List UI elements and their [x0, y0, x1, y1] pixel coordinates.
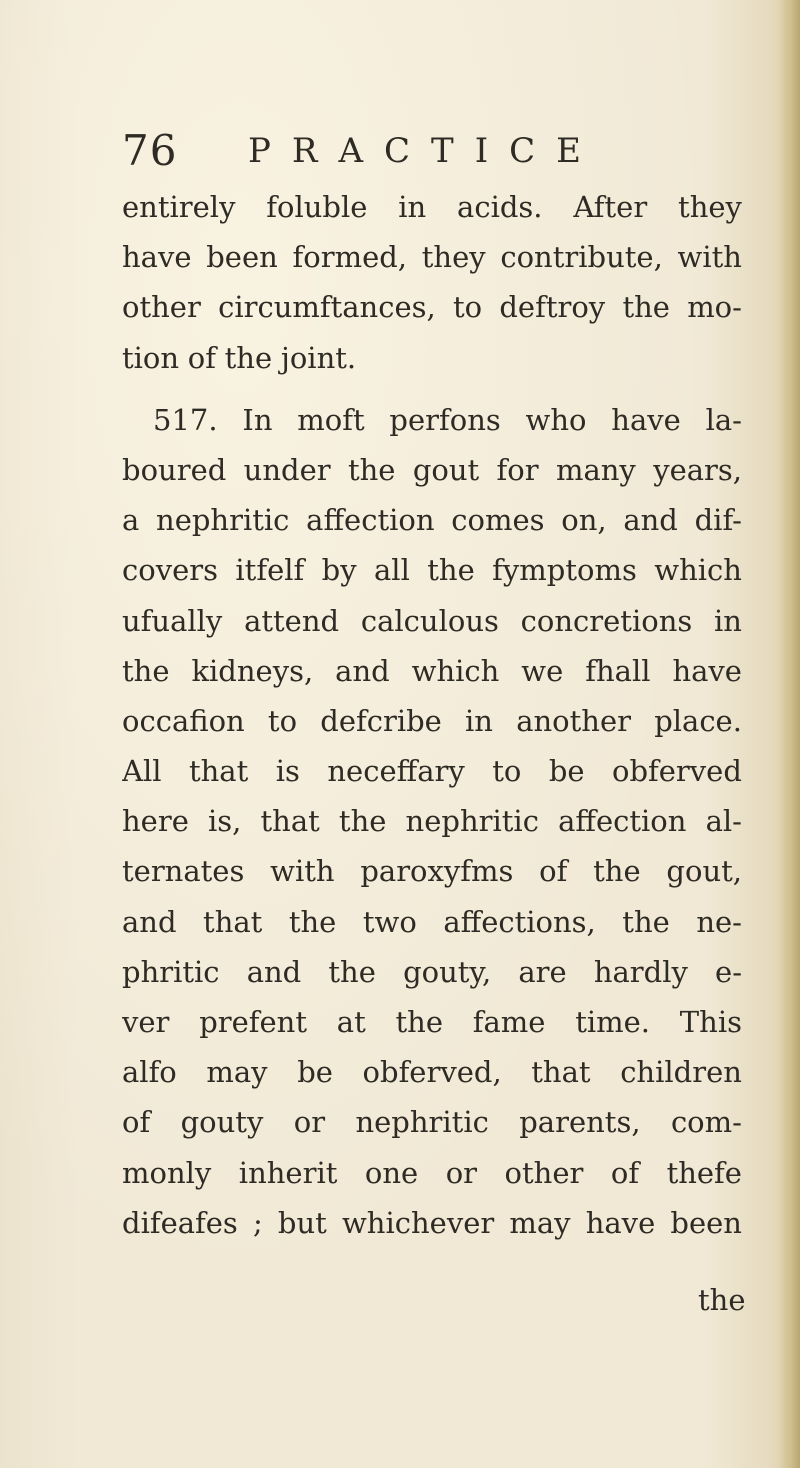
word: by [321, 553, 357, 588]
page-edge-shadow [778, 0, 800, 1468]
word: time. [575, 1005, 651, 1039]
word: ufually [122, 603, 223, 638]
word: is, [208, 804, 242, 839]
word: we [521, 653, 564, 688]
text-line [122, 997, 742, 1047]
word: affections, [443, 904, 596, 939]
word: gouty [180, 1105, 264, 1140]
text-line [122, 596, 742, 646]
word: been [670, 1205, 742, 1240]
word: fymptoms [492, 553, 637, 588]
word: one [364, 1155, 419, 1190]
word: In [242, 402, 273, 437]
word: who [525, 402, 587, 437]
word: fame [472, 1005, 546, 1039]
word: After [573, 190, 648, 224]
text-line [122, 333, 742, 383]
word: la- [705, 402, 742, 437]
word: have [611, 402, 681, 437]
word: of [187, 340, 216, 375]
word: two [362, 904, 417, 939]
word: boured [122, 452, 227, 487]
word: they [678, 190, 742, 224]
word: entirely [122, 190, 236, 224]
word: the [593, 854, 641, 889]
word: prefent [199, 1005, 308, 1039]
text-line [122, 282, 742, 332]
word: of [539, 854, 568, 889]
word: the [622, 290, 670, 325]
page-header [122, 126, 682, 176]
word: of [610, 1155, 640, 1190]
word: the [395, 1005, 443, 1039]
word: neceffary [327, 754, 465, 789]
word: here [122, 804, 189, 839]
word: joint. [280, 340, 357, 375]
word: other [122, 290, 201, 325]
word: obferved, [362, 1055, 502, 1090]
word: formed, [292, 240, 408, 275]
word: they [421, 240, 486, 275]
word: in [398, 190, 427, 224]
word: calculous [360, 603, 499, 638]
word: This [679, 1005, 742, 1039]
word: kidneys, [191, 653, 314, 688]
text-line [122, 1047, 742, 1097]
text-line [122, 232, 742, 282]
word: monly [122, 1155, 212, 1190]
word: com- [670, 1105, 742, 1140]
word: in [465, 703, 493, 738]
text-line [122, 947, 742, 997]
word: the [347, 452, 396, 487]
word: other [504, 1155, 584, 1190]
word: another [516, 703, 631, 738]
text-line [122, 796, 742, 846]
word: attend [244, 603, 340, 638]
word: place. [654, 703, 742, 738]
word: nephritic [405, 804, 539, 839]
word: acids. [457, 190, 543, 224]
text-line [122, 897, 742, 947]
word: that [260, 804, 320, 839]
word: that [188, 754, 249, 789]
word: be [548, 754, 585, 789]
word: nephritic [355, 1105, 489, 1140]
word: al- [705, 804, 742, 839]
word: and [246, 954, 302, 989]
word: 517. [153, 402, 218, 437]
word: hardly [593, 954, 688, 989]
catchword: the [698, 1283, 746, 1317]
word: dif- [694, 503, 742, 538]
word: foluble [266, 190, 368, 224]
running-head: PRACTICE [248, 131, 602, 171]
word: comes [451, 503, 545, 538]
page-number: 76 [122, 126, 178, 175]
text-line [122, 182, 742, 232]
word: the [427, 553, 475, 588]
word: to [452, 290, 483, 325]
word: deftroy [499, 290, 606, 325]
word: ternates [122, 854, 245, 889]
word: for [496, 452, 539, 487]
word: have [585, 1205, 656, 1240]
word: years, [653, 452, 742, 487]
word: whichever [341, 1205, 495, 1240]
text-line [122, 646, 742, 696]
word: many [555, 452, 636, 487]
word: in [714, 603, 742, 638]
word: circumftances, [218, 290, 436, 325]
word: the [122, 653, 170, 688]
word: a [122, 503, 140, 538]
word: be [297, 1055, 333, 1090]
text-line [122, 746, 742, 796]
word: children [620, 1055, 742, 1090]
text-line [122, 395, 742, 445]
word: the [224, 340, 273, 375]
word: ; [252, 1205, 263, 1240]
word: thefe [666, 1155, 742, 1190]
word: affection [558, 804, 687, 839]
word: affection [306, 503, 435, 538]
word: moft [297, 402, 365, 437]
text-line [122, 846, 742, 896]
word: but [277, 1205, 327, 1240]
word: mo- [687, 290, 742, 325]
word: obferved [612, 754, 742, 789]
word: the [288, 904, 337, 939]
word: itfelf [235, 553, 305, 588]
word: to [492, 754, 522, 789]
text-line [122, 696, 742, 746]
word: gout, [666, 854, 742, 889]
word: and [623, 503, 678, 538]
word: phritic [122, 954, 220, 989]
word: nephritic [156, 503, 290, 538]
word: that [531, 1055, 591, 1090]
body-text [122, 182, 742, 1248]
word: concretions [520, 603, 693, 638]
word: that [203, 904, 263, 939]
word: are [518, 954, 567, 989]
word: gout [412, 452, 480, 487]
word: at [336, 1005, 366, 1039]
word: the [338, 804, 387, 839]
text-line [122, 1097, 742, 1147]
text-line [122, 445, 742, 495]
word: parents, [519, 1105, 641, 1140]
text-line [122, 545, 742, 595]
word: and [335, 653, 390, 688]
word: tion [122, 340, 180, 375]
word: with [677, 240, 742, 275]
word: and [122, 904, 177, 939]
word: ver [122, 1005, 170, 1039]
word: to [267, 703, 298, 738]
word: inherit [238, 1155, 338, 1190]
word: have [122, 240, 192, 275]
word: alfo [122, 1055, 177, 1090]
word: may [206, 1055, 268, 1090]
word: occafion [122, 703, 245, 738]
word: or [293, 1105, 326, 1140]
word: under [243, 452, 331, 487]
word: or [445, 1155, 478, 1190]
word: which [654, 553, 742, 588]
word: fhall [585, 653, 651, 688]
word: gouty, [403, 954, 492, 989]
word: is [275, 754, 300, 789]
word: perfons [389, 402, 501, 437]
word: which [411, 653, 500, 688]
word: paroxyfms [360, 854, 514, 889]
word: covers [122, 553, 218, 588]
word: All [122, 754, 162, 789]
text-line [122, 1198, 742, 1248]
word: ne- [696, 904, 742, 939]
word: been [206, 240, 278, 275]
word: defcribe [320, 703, 442, 738]
word: on, [561, 503, 607, 538]
text-line [122, 495, 742, 545]
word: the [328, 954, 376, 989]
word: may [509, 1205, 571, 1240]
word: all [374, 553, 410, 588]
text-line [122, 1148, 742, 1198]
word: contribute, [500, 240, 663, 275]
word: difeafes [122, 1205, 238, 1240]
word: e- [715, 954, 742, 989]
word: of [122, 1105, 151, 1140]
word: the [622, 904, 670, 939]
word: with [270, 854, 335, 889]
word: have [672, 653, 742, 688]
